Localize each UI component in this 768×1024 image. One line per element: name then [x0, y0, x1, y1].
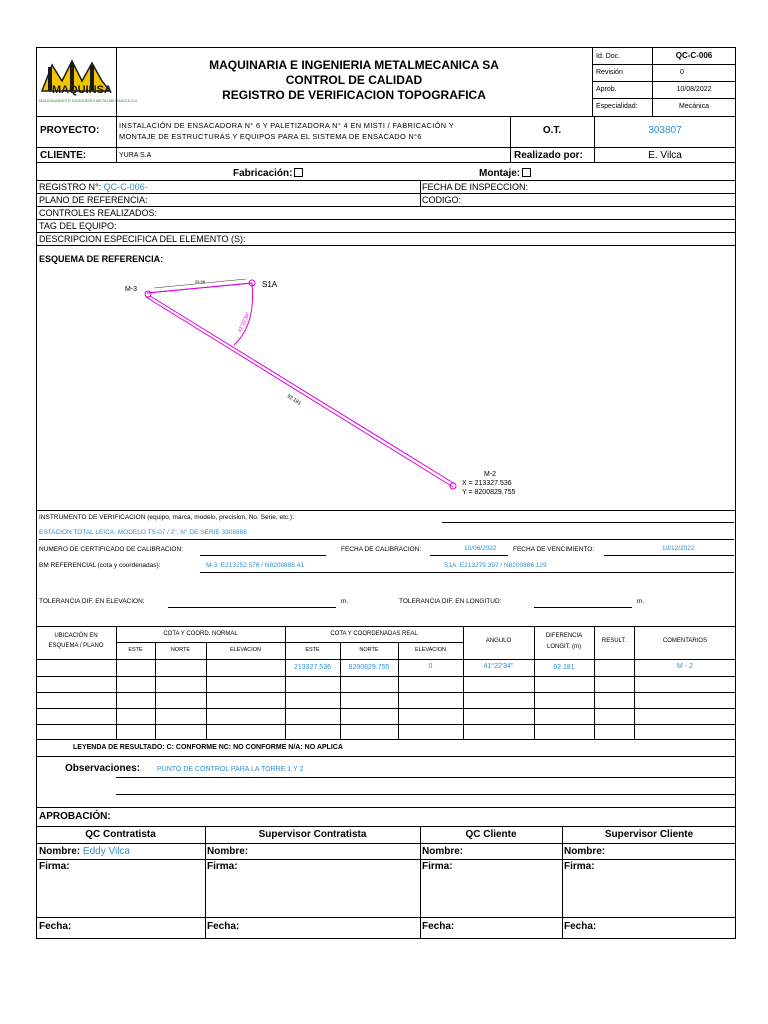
fecha-cal-label: FECHA DE CALIBRACION:: [341, 546, 422, 553]
meta-label: Especialidad:: [596, 103, 638, 110]
divider: [36, 917, 736, 918]
fabricacion-label: Fabricación:: [233, 168, 293, 179]
observaciones-value: PUNTO DE CONTROL PARA LA TORRE 1 Y 2: [157, 766, 304, 773]
th-diferencia-2: LONGIT. (m): [547, 644, 581, 650]
cell-este-real: 213327.536: [294, 664, 331, 671]
bm-label: BM REFERENCIAL (cota y coordenadas):: [39, 562, 161, 569]
th-norte-normal: NORTE: [170, 647, 191, 653]
firma-label: Firma:: [564, 861, 595, 872]
fecha-venc-value: 10/12/2022: [662, 545, 695, 552]
point-m2-y: Y = 8200829.755: [462, 489, 516, 496]
company-logo: [38, 51, 139, 113]
cell-norte-real: 8200829.755: [348, 664, 390, 671]
meta-label: Revisión: [596, 69, 623, 76]
th-norte-real: NORTE: [359, 647, 379, 653]
divider: [592, 64, 736, 65]
th-cota-real: COTA Y COORDENADAS REAL: [330, 631, 418, 637]
nombre-label: Nombre:: [39, 846, 81, 857]
montaje-option[interactable]: [479, 168, 531, 179]
divider: [36, 843, 736, 844]
th-ubicacion-2: ESQUEMA / PLANO: [48, 643, 104, 649]
descripcion-label: DESCRIPCION ESPECIFICA DEL ELEMENTO (S):: [39, 234, 246, 244]
divider: [36, 116, 736, 117]
divider: [36, 708, 736, 709]
bm-m3: M-3: E213252.576 / N8200888.41: [206, 562, 304, 569]
registro-label: REGISTRO N°:: [39, 182, 102, 192]
nombre-label: Nombre:: [564, 846, 606, 857]
project-label: PROYECTO:: [40, 125, 100, 136]
th-este-normal: ESTE: [128, 647, 143, 653]
plano-label: PLANO DE REFERENCIA:: [39, 195, 148, 205]
meta-value: 10/08/2022: [676, 86, 712, 93]
tag-label: TAG DEL EQUIPO:: [39, 221, 117, 231]
fill-line: [442, 522, 734, 523]
divider: [285, 626, 286, 740]
fill-line: [200, 555, 326, 556]
tol-elev-label: TOLERANCIA DIF. EN ELEVACION:: [39, 598, 145, 605]
nombre-qc-contratista: [39, 847, 130, 857]
tol-elev-unit: m.: [341, 598, 349, 605]
client-label: CLIENTE:: [40, 150, 87, 161]
tol-long-unit: m.: [637, 598, 645, 605]
divider: [398, 642, 399, 740]
divider: [116, 116, 117, 162]
meta-label: Id. Doc.: [596, 53, 621, 60]
result-legend: LEYENDA DE RESULTADO: C: CONFORME NC: NO CONFORME N/A: NO APLICA: [73, 744, 343, 751]
fill-line: [116, 794, 736, 795]
point-m3: M-3: [125, 286, 138, 293]
fecha-label: Fecha:: [39, 921, 72, 932]
controles-label: CONTROLES REALIZADOS:: [39, 208, 158, 218]
angle-label: 41°22'34": [237, 311, 252, 334]
th-elev-real: ELEVACION: [414, 647, 447, 653]
meta-value: Mecánica: [679, 103, 709, 110]
fecha-label: Fecha:: [564, 921, 597, 932]
project-line-1: INSTALACIÓN DE ENSACADORA N° 6 Y PALETIZADORA N° 4 EN MISTI / FABRICACIÓN Y: [119, 121, 454, 130]
th-elev-normal: ELEVACION: [229, 647, 262, 653]
approval-col-qc-contratista: QC Contratista: [85, 829, 156, 840]
dist-top-label: 25.98: [195, 279, 206, 284]
approval-title: APROBACIÓN:: [39, 811, 111, 822]
firma-label: Firma:: [207, 861, 238, 872]
cert-label: NUMERO DE CERTIFICADO DE CALIBRACION:: [39, 546, 183, 553]
divider: [36, 859, 736, 860]
fill-line: [430, 555, 508, 556]
cell-comentario: M - 2: [677, 663, 693, 670]
ot-label: O.T.: [542, 125, 562, 136]
divider: [36, 180, 736, 181]
divider: [592, 81, 736, 82]
fecha-label: Fecha:: [207, 921, 240, 932]
point-s1a: S1A: [262, 280, 278, 289]
doc-title-2: REGISTRO DE VERIFICACION TOPOGRAFICA: [222, 88, 486, 102]
divider: [510, 116, 511, 162]
divider: [36, 826, 736, 827]
montaje-checkbox[interactable]: [522, 168, 531, 177]
doc-title-1: CONTROL DE CALIDAD: [285, 73, 423, 87]
divider: [36, 147, 736, 148]
client-value: YURA S.A: [119, 152, 152, 159]
divider: [36, 232, 736, 233]
divider: [36, 219, 736, 220]
divider: [116, 626, 117, 740]
realizado-value: E. Vilca: [648, 150, 682, 161]
realizado-label: Realizado por:: [514, 150, 583, 161]
fill-line: [116, 777, 736, 778]
approval-col-qc-cliente: QC Cliente: [465, 829, 517, 840]
divider: [36, 659, 736, 660]
th-angulo: ANGULO: [485, 638, 512, 644]
cell-diferencia: 92.181: [553, 664, 575, 671]
codigo-label: CODIGO:: [422, 195, 462, 205]
divider: [206, 642, 207, 740]
divider: [36, 724, 736, 725]
company-name: MAQUINARIA E INGENIERIA METALMECANICA SA: [209, 58, 499, 72]
fill-line: [534, 607, 632, 608]
fill-line: [168, 607, 336, 608]
th-cota-normal: COTA Y COORD. NORMAL: [163, 631, 238, 637]
divider: [592, 98, 736, 99]
divider: [36, 510, 736, 511]
th-comentarios: COMENTARIOS: [662, 638, 708, 644]
fill-line: [200, 572, 734, 573]
fecha-inspeccion-label: FECHA DE INSPECCION:: [422, 182, 529, 192]
nombre-value: Eddy Vilca: [82, 846, 130, 857]
divider: [116, 642, 463, 643]
reference-sketch: [36, 245, 736, 510]
fabricacion-checkbox[interactable]: [294, 168, 303, 177]
project-line-2: MONTAJE DE ESTRUCTURAS Y EQUIPOS PARA EL SISTEMA DE ENSACADO N°6: [119, 132, 422, 141]
nombre-label: Nombre:: [422, 846, 464, 857]
registro-value: QC-C-006-: [103, 182, 148, 192]
cell-angulo: 41°22'34": [483, 663, 514, 670]
montaje-label: Montaje:: [479, 168, 521, 179]
approval-col-sup-contratista: Supervisor Contratista: [258, 829, 367, 840]
point-m2: M-2: [484, 471, 497, 478]
firma-label: Firma:: [39, 861, 70, 872]
observaciones-label: Observaciones:: [65, 763, 141, 774]
divider: [36, 807, 736, 808]
firma-label: Firma:: [422, 861, 453, 872]
instrument-value: ESTACION TOTAL LEICA, MODELO TS-07 / 2", N° DE SERIE 3308888: [39, 529, 247, 536]
dist-long-label: 92.181: [285, 393, 302, 407]
fecha-venc-label: FECHA DE VENCIMIENTO:: [513, 546, 595, 553]
bm-s1a: S1A: E213279.397 / N8200886.129: [444, 562, 547, 569]
fill-line: [604, 555, 734, 556]
meta-label: Aprob.: [596, 86, 617, 93]
meta-value: 0: [680, 69, 684, 76]
sketch-title: ESQUEMA DE REFERENCIA:: [39, 254, 164, 264]
divider: [420, 180, 421, 206]
divider: [36, 756, 736, 757]
logo-tagline: MAQUINARIAS E INGENIERIA METALMECANICA S.A.: [39, 98, 139, 103]
th-result: RESULT.: [601, 638, 627, 644]
point-m2-x: X = 213327.536: [462, 480, 512, 487]
th-este-real: ESTE: [305, 647, 320, 653]
ot-value: 303807: [648, 125, 682, 136]
fill-line: [39, 539, 734, 540]
instrument-label: INSTRUMENTO DE VERIFICACION (equipo, marca, modelo, precision, No. Serie, etc.):: [39, 514, 294, 521]
fecha-label: Fecha:: [422, 921, 455, 932]
divider: [420, 826, 421, 939]
logo-name: MAQUINSA: [52, 84, 112, 96]
divider: [36, 692, 736, 693]
divider: [205, 826, 206, 939]
nombre-label: Nombre:: [207, 846, 249, 857]
divider: [36, 193, 736, 194]
divider: [36, 162, 736, 163]
approval-col-sup-cliente: Supervisor Cliente: [604, 829, 694, 840]
divider: [155, 642, 156, 740]
fabricacion-option[interactable]: [233, 168, 303, 179]
meta-value: QC-C-006: [675, 51, 713, 60]
divider: [36, 676, 736, 677]
tol-long-label: TOLERANCIA DIF. EN LONGITUD:: [399, 598, 502, 605]
divider: [340, 642, 341, 740]
th-diferencia: DIFERENCIA: [545, 633, 583, 639]
registro-field: [39, 183, 148, 192]
cell-elev-real: 0: [428, 663, 433, 670]
divider: [36, 206, 736, 207]
fecha-cal-value: 10/06/2022: [464, 545, 497, 552]
divider: [562, 826, 563, 939]
th-ubicacion: UBICACIÓN EN: [54, 633, 98, 639]
